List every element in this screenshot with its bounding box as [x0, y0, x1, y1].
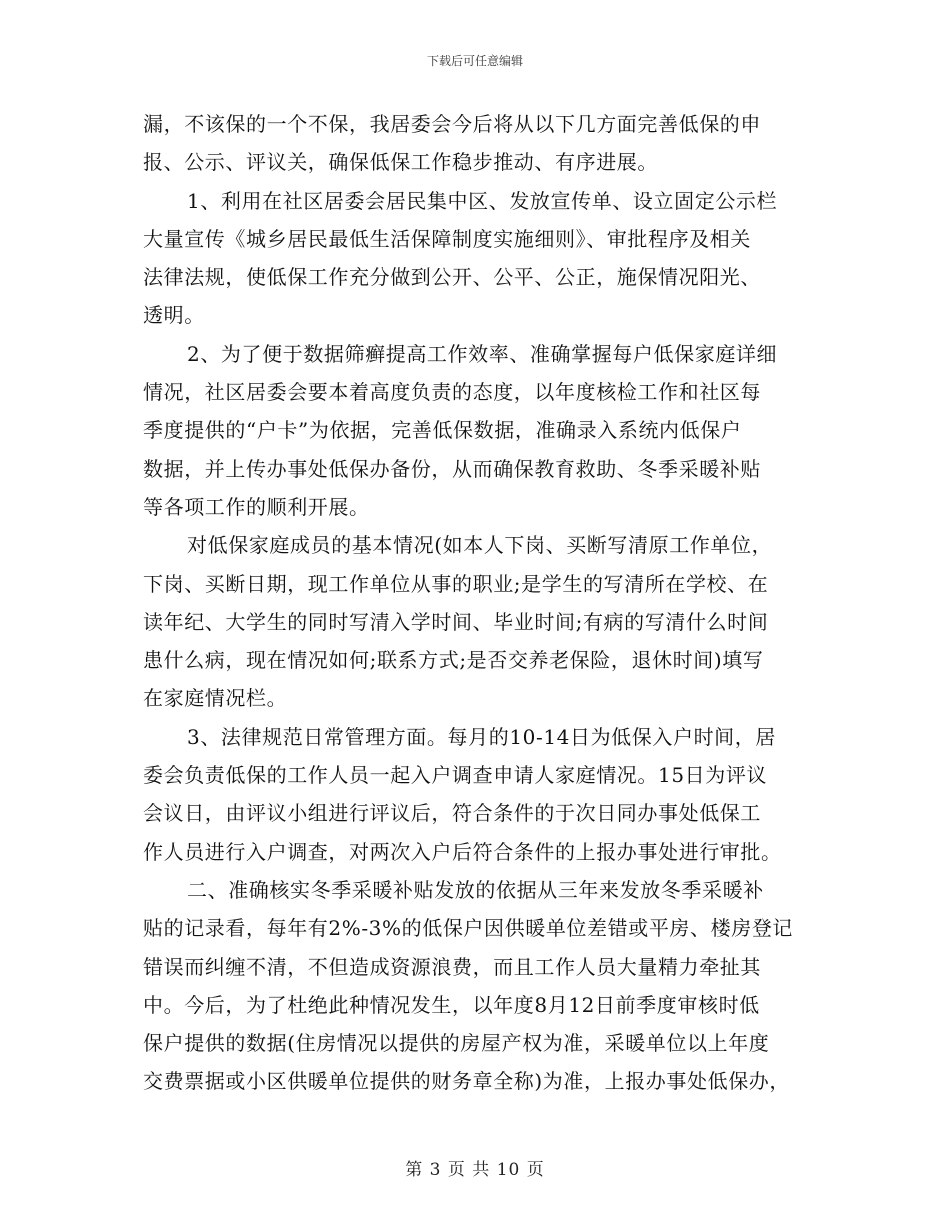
text-line: 2、为了便于数据筛癣提高工作效率、准确掌握每户低保家庭详细 [187, 341, 778, 366]
text-line: 3、法律规范日常管理方面。每月的10-14日为低保入户时间，居 [187, 724, 776, 749]
paragraph [143, 526, 815, 717]
paragraph [143, 718, 815, 871]
text-line: 错误而纠缠不清，不但造成资源浪费，而且工作人员大量精力牵扯其 [143, 954, 761, 979]
text-line: 季度提供的“户卡”为依据，完善低保数据，准确录入系统内低保户 [143, 418, 742, 443]
text-line: 透明。 [143, 303, 205, 328]
text-line: 二、准确核实冬季采暖补贴发放的依据从三年来发放冬季采暖补 [187, 877, 764, 902]
paragraph [143, 871, 815, 1101]
text-line: 下岗、买断日期，现工作单位从事的职业;是学生的写清所在学校、在 [143, 571, 769, 596]
text-line: 等各项工作的顺利开展。 [143, 494, 370, 519]
text-line: 数据，并上传办事处低保办备份，从而确保教育救助、冬季采暖补贴 [143, 456, 761, 481]
text-line: 对低保家庭成员的基本情况(如本人下岗、买断写清原工作单位， [187, 533, 773, 558]
text-line: 1、利用在社区居委会居民集中区、发放宣传单、设立固定公示栏 [187, 188, 778, 213]
page-footer: 第 3 页 共 10 页 [405, 1160, 545, 1180]
text-line: 报、公示、评议关，确保低保工作稳步推动、有序进展。 [143, 150, 658, 175]
text-line: 贴的记录看，每年有2%-3%的低保户因供暖单位差错或平房、楼房登记 [143, 916, 794, 941]
text-line: 作人员进行入户调查，对两次入户后符合条件的上报办事处进行审批。 [143, 839, 782, 864]
text-line: 交费票据或小区供暖单位提供的财务章全称)为准，上报办事处低保办， [143, 1069, 791, 1094]
text-line: 漏，不该保的一个不保，我居委会今后将从以下几方面完善低保的申 [143, 112, 761, 136]
text-line: 会议日，由评议小组进行评议后，符合条件的于次日同办事处低保工 [143, 801, 761, 826]
text-line: 读年纪、大学生的同时写清入学时间、毕业时间;有病的写清什么时间 [143, 609, 769, 634]
text-line: 在家庭情况栏。 [143, 686, 288, 711]
text-line: 患什么病，现在情况如何;联系方式;是否交养老保险，退休时间)填写 [143, 648, 764, 673]
text-line: 委会负责低保的工作人员一起入户调查申请人家庭情况。15日为评议 [143, 763, 768, 788]
text-line: 中。今后，为了杜绝此种情况发生，以年度8月12日前季度审核时低 [143, 992, 760, 1017]
paragraph [143, 335, 815, 526]
paragraph [143, 105, 815, 182]
text-line: 情况，社区居委会要本着高度负责的态度，以年度核检工作和社区每 [143, 380, 761, 405]
text-line: 大量宣传《城乡居民最低生活保障制度实施细则》、审批程序及相关 [143, 226, 751, 251]
document-body [143, 105, 815, 1101]
paragraph [143, 182, 815, 335]
text-line: 法律法规，使低保工作充分做到公开、公平、公正，施保情况阳光、 [143, 265, 761, 290]
text-line: 保户提供的数据(住房情况以提供的房屋产权为准，采暖单位以上年度 [143, 1031, 770, 1056]
page-header: 下载后可任意编辑 [426, 54, 523, 68]
